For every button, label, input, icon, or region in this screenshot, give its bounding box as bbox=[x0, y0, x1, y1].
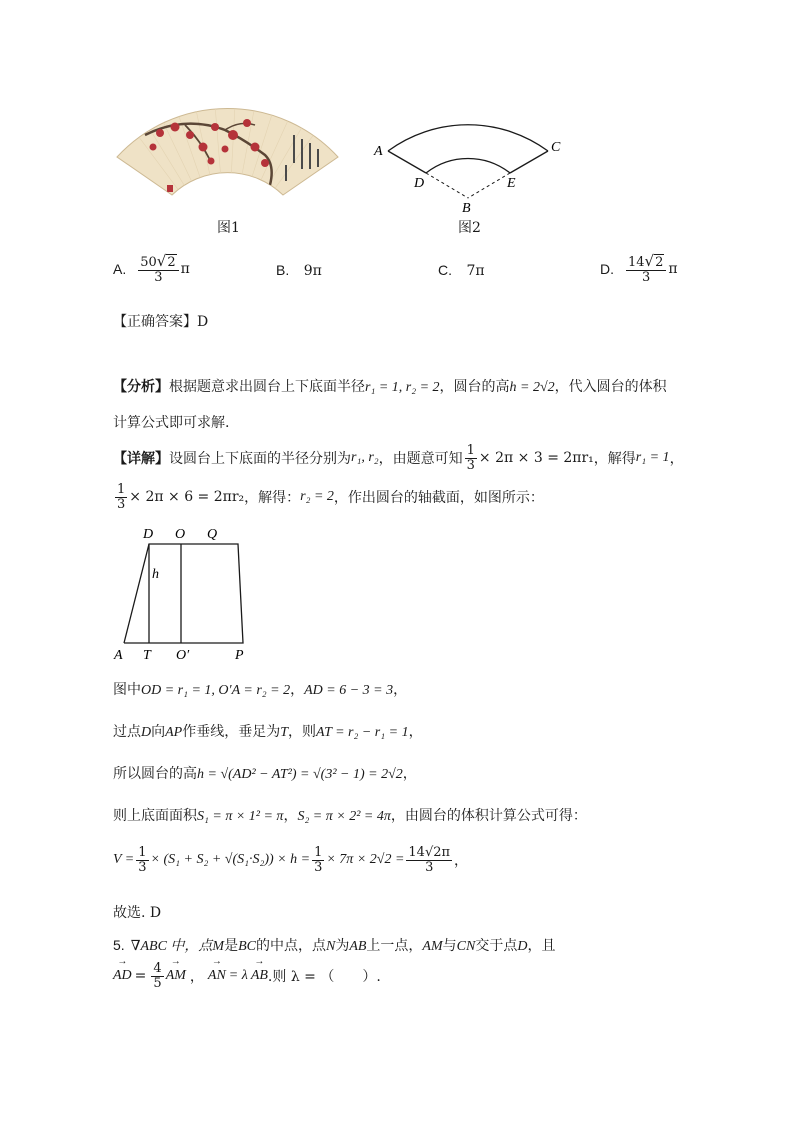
option-a-suffix: π bbox=[180, 261, 190, 278]
label-P: P bbox=[235, 648, 244, 663]
axial-section-diagram bbox=[110, 523, 260, 663]
option-a bbox=[113, 254, 190, 284]
option-c-letter: C. bbox=[438, 262, 452, 278]
label-D: D bbox=[414, 176, 425, 191]
correct-answer bbox=[113, 311, 208, 331]
step-4: 则上底面面积S₁ = π × 1² = π，S₂ = π × 2² = 4π，由圆台的体积计算公式可得： bbox=[113, 808, 587, 824]
detail-line1: 【详解】 设圆台上下底面的半径分别为 r₁, r₂ ，由题意可知 $\frac{1}{3}$ × 2π × 3 = 2πr₁ ，解得 r₁ = 1 ， bbox=[113, 443, 684, 473]
option-b-letter: B. bbox=[276, 262, 290, 278]
volume-formula: V = $\frac{1}{3}$ × (S₁ + S₂ + √(S₁·S₂)) × h = $\frac{1}{3}$ × 7π × 2√2 = $\frac{14√2\pi}{3}$ ， bbox=[113, 845, 469, 875]
label-T: T bbox=[143, 648, 151, 663]
detail-label: 【详解】 bbox=[113, 451, 169, 468]
label-O-prime: O′ bbox=[176, 648, 190, 663]
step-1: 图中OD = r₁ = 1, O′A = r₂ = 2，AD = 6 − 3 = 3， bbox=[113, 682, 408, 698]
volume-frac-1: $\frac{1}{3}$ bbox=[138, 845, 147, 875]
answer-label: 【正确答案】 bbox=[113, 314, 197, 330]
label-B: B bbox=[462, 201, 471, 216]
figure2 bbox=[368, 95, 568, 220]
analysis-label: 【分析】 bbox=[113, 379, 169, 395]
option-d-suffix: π bbox=[668, 261, 678, 278]
fan-painting-image bbox=[115, 105, 340, 215]
volume-frac-2: $\frac{1}{3}$ bbox=[314, 845, 323, 875]
option-d-letter: D. bbox=[600, 261, 614, 278]
option-b bbox=[276, 262, 322, 279]
option-d bbox=[600, 254, 678, 284]
volume-result: $\frac{14√2\pi}{3}$ bbox=[408, 845, 451, 875]
step-3: 所以圆台的高h = √(AD² − AT²) = √(3² − 1) = 2√2， bbox=[113, 766, 417, 782]
detail-line2: $\frac{1}{3}$ × 2π × 6 = 2πr₂ ，解得： r₂ = 2 ，作出圆台的轴截面，如图所示： bbox=[117, 482, 544, 512]
detail-frac-1: $\frac{1}{3}$ bbox=[466, 443, 475, 473]
q5-frac: $\frac{4}{5}$ bbox=[153, 961, 162, 991]
answer-value: D bbox=[197, 314, 209, 330]
option-d-fraction: $\frac{14√2}{3}$ bbox=[626, 254, 666, 284]
option-c-value: 7π bbox=[466, 263, 485, 279]
label-C: C bbox=[551, 140, 561, 155]
label-D: D bbox=[143, 527, 154, 542]
option-a-letter: A. bbox=[113, 261, 127, 278]
option-a-fraction: $\frac{50√2}{3}$ bbox=[138, 254, 178, 284]
figure2-caption: 图2 bbox=[458, 220, 481, 236]
label-Q: Q bbox=[207, 527, 218, 542]
label-A: A bbox=[114, 648, 123, 663]
label-O: O bbox=[175, 527, 186, 542]
label-h: h bbox=[152, 567, 159, 582]
question-5-line2: → AD = $\frac{4}{5}$ → AM ， → AN = λ → AB .则 λ = （ ）. bbox=[113, 962, 381, 990]
label-A: A bbox=[374, 144, 383, 159]
analysis-line2: 计算公式即可求解. bbox=[113, 415, 230, 431]
annular-sector-diagram bbox=[368, 95, 568, 220]
analysis-line1: 【分析】根据题意求出圆台上下底面半径r₁ = 1, r₂ = 2，圆台的高h = 2√2，代入圆台的体积 bbox=[113, 379, 667, 395]
option-b-value: 9π bbox=[303, 263, 322, 279]
trapezoid-figure bbox=[110, 523, 260, 663]
label-E: E bbox=[507, 176, 516, 191]
conclusion: 故选. D bbox=[113, 905, 162, 921]
detail-frac-2: $\frac{1}{3}$ bbox=[117, 482, 126, 512]
question-5-line1: 5. ∇ABC 中，点M是BC的中点，点N为AB上一点，AM与CN交于点D，且 bbox=[113, 937, 556, 954]
step-2: 过点D向AP作垂线，垂足为T，则AT = r₂ − r₁ = 1， bbox=[113, 724, 423, 740]
option-c bbox=[438, 262, 485, 279]
figure1-caption: 图1 bbox=[217, 220, 240, 236]
figure1 bbox=[115, 105, 340, 215]
